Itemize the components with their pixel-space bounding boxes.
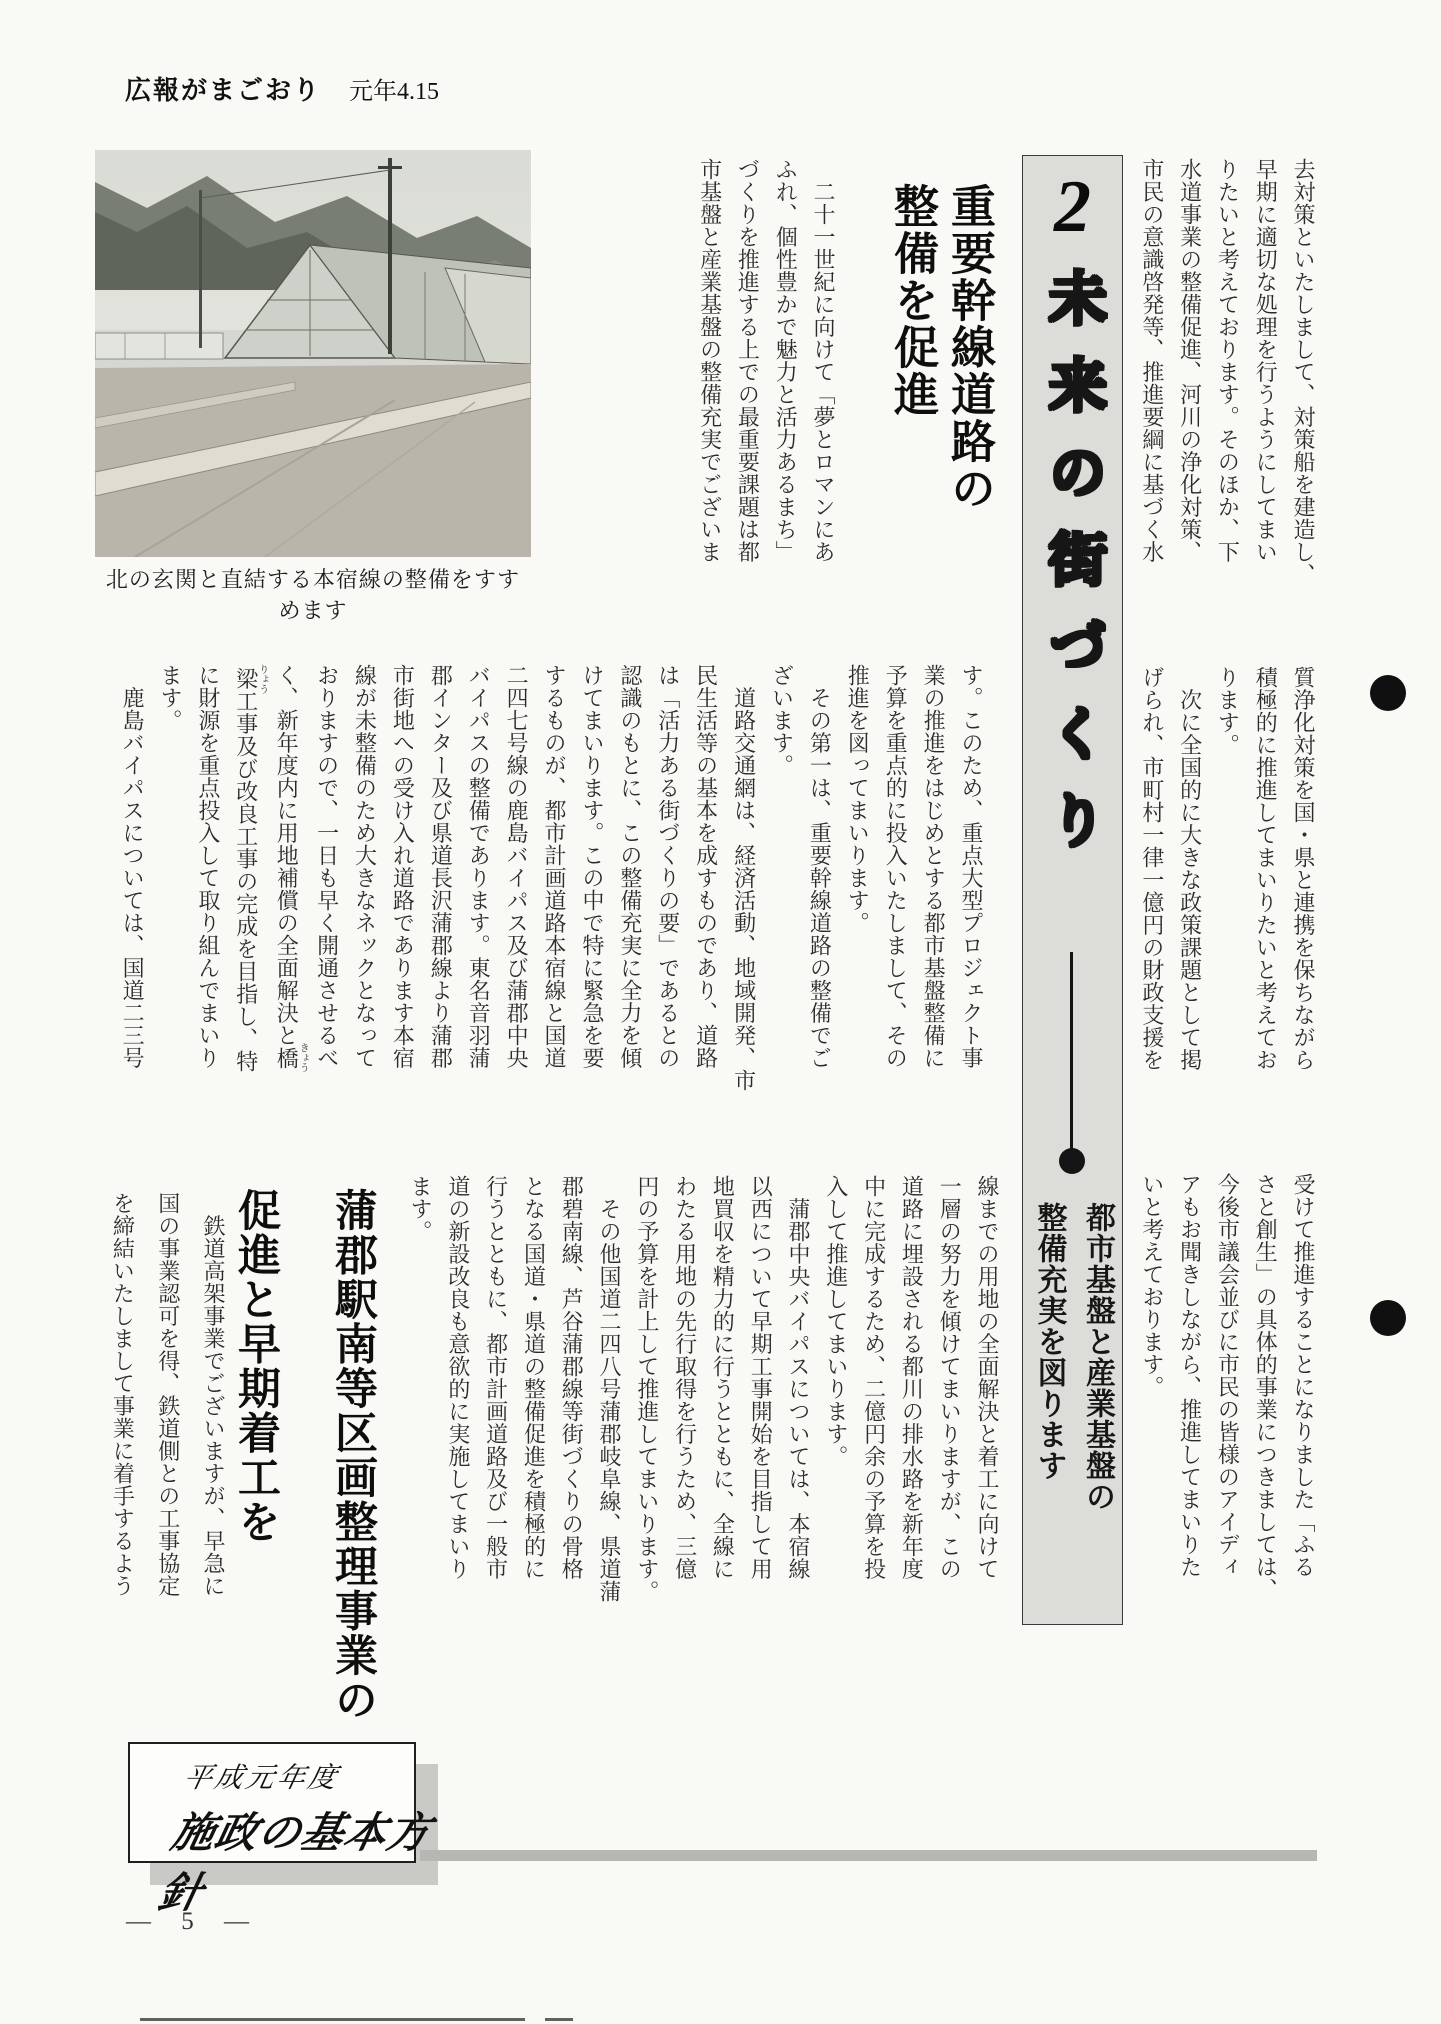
text-column: 予算を重点的に投入いたしまして、その — [883, 664, 909, 1069]
policy-title-text — [154, 1756, 449, 1920]
text-column: 民生活等の基本を成すものであり、道路 — [693, 664, 719, 1069]
text-column: ふれ、個性豊かで魅力と活力あるまち」 — [773, 158, 799, 563]
text-column: その他国道二四八号蒲郡岐阜線、県道蒲 — [597, 1175, 623, 1603]
text-column: く、新年度内に用地補償の全面解決と橋きょう — [274, 664, 309, 1073]
text-column: ます。 — [157, 664, 183, 732]
text-column: 中に完成するため、二億円余の予算を投 — [861, 1175, 887, 1580]
text-column: 認識のもとに、この整備充実に全力を傾 — [617, 664, 643, 1069]
body-top-right — [1132, 158, 1322, 623]
text-column: 整備充実を図ります — [1032, 1202, 1066, 1481]
body-middle-right — [1132, 666, 1322, 1131]
text-column: 線までの用地の全面解決と着工に向けて — [975, 1175, 1000, 1580]
policy-title-box — [128, 1742, 436, 1916]
text-column: ざいます。 — [769, 664, 795, 777]
issue-date: 元年4.15 — [349, 79, 440, 105]
headline-connector-line — [1070, 952, 1073, 1150]
text-column: 重要幹線道路の — [944, 183, 995, 512]
text-column: けてまいります。この中で特に緊急を要 — [579, 664, 605, 1069]
text-column: バイパスの整備であります。東名音羽蒲 — [466, 664, 492, 1069]
body-bottom-center — [398, 1175, 1006, 1637]
registration-dot-icon — [1370, 1300, 1406, 1336]
text-column: 国の事業認可を得、鉄道側との工事協定 — [155, 1192, 181, 1597]
publication-title: 広報がまごおり — [125, 75, 322, 105]
section-heading-main-roads — [880, 183, 998, 523]
text-column: りたいと考えております。そのほか、下 — [1215, 158, 1241, 563]
text-column: 二十一世紀に向けて「夢とロマンにあ — [811, 158, 836, 563]
text-column: いと考えております。 — [1139, 1173, 1165, 1398]
body-bottom-right — [1132, 1173, 1322, 1633]
text-column: 整備を促進 — [887, 183, 938, 418]
text-column: 梁りょう工事及び改良工事の完成を目指し、特 — [233, 664, 268, 1073]
headline-bullet-dot — [1059, 1148, 1085, 1174]
text-column: 質浄化対策を国・県と連携を保ちながら — [1291, 666, 1316, 1071]
scan-artifact-line — [545, 2018, 573, 2021]
text-column: 都市基盤と産業基盤の — [1081, 1202, 1114, 1512]
text-column: 積極的に推進してまいりたいと考えてお — [1253, 666, 1279, 1071]
text-column: を締結いたしまして事業に着手するよう — [110, 1192, 136, 1597]
text-column: ります。 — [1215, 666, 1241, 756]
headline-subtitle — [1024, 1202, 1121, 1532]
utility-pole-2 — [199, 190, 202, 348]
text-column: づくりを推進する上での最重要課題は都 — [735, 158, 761, 563]
text-column: 鉄道高架事業でございますが、早急に — [201, 1192, 226, 1597]
text-column: 郡碧南線、芦谷蒲郡線等街づくりの骨格 — [559, 1175, 585, 1580]
scan-artifact-line — [140, 2018, 525, 2021]
text-column: 次に全国的に大きな政策課題として掲 — [1177, 666, 1203, 1071]
text-column: 蒲郡駅南等区画整理事業の — [329, 1188, 377, 1722]
text-column: ます。 — [408, 1175, 434, 1243]
masthead — [125, 70, 439, 107]
policy-title-label: 施政の基本方針 — [154, 1809, 436, 1916]
headline-number: 2 — [1054, 166, 1091, 248]
text-column: 市基盤と産業基盤の整備充実でございま — [697, 158, 723, 563]
text-column: 水道事業の整備促進、河川の浄化対策、 — [1177, 158, 1203, 563]
distant-buildings — [95, 333, 223, 359]
text-column: 円の予算を計上して推進してまいります。 — [634, 1175, 660, 1603]
text-column: 二四七号線の鹿島バイパス及び蒲郡中央 — [504, 664, 530, 1069]
text-column: 郡インター及び県道長沢蒲郡線より蒲郡 — [428, 664, 454, 1069]
body-middle-band — [118, 664, 990, 1130]
text-column: その第一は、重要幹線道路の整備でご — [807, 664, 833, 1069]
text-column: おりますので、一日も早く開通させるべ — [314, 664, 340, 1069]
text-column: げられ、市町村一律一億円の財政支援を — [1139, 666, 1165, 1071]
photo-scene — [95, 150, 531, 557]
text-column: 早期に適切な処理を行うようにしてまい — [1253, 158, 1279, 563]
text-column: 今後市議会並びに市民の皆様のアイディ — [1215, 1173, 1241, 1578]
text-column: 入して推進してまいります。 — [823, 1175, 849, 1468]
text-column: 以西について早期工事開始を目指して用 — [748, 1175, 774, 1580]
text-column: 一層の努力を傾けてまいりますが、この — [937, 1175, 963, 1580]
text-column: 道路に埋設される都川の排水路を新年度 — [899, 1175, 925, 1580]
text-column: 去対策といたしまして、対策船を建造し、 — [1291, 158, 1316, 586]
text-column: に財源を重点投入して取り組んでまいり — [195, 664, 221, 1069]
text-column: 蒲郡中央バイパスについては、本宿線 — [786, 1175, 812, 1580]
text-column: 道の新設改良も意欲的に実施してまいり — [445, 1175, 471, 1580]
text-column: アもお聞きしながら、推進してまいりた — [1177, 1173, 1203, 1578]
text-column: 道路交通網は、経済活動、地域開発、市 — [731, 664, 757, 1092]
text-column: 業の推進をはじめとする都市基盤整備に — [921, 664, 947, 1069]
gray-rule-bar — [420, 1850, 1317, 1861]
text-column: 線が未整備のため大きなネックとなって — [352, 664, 378, 1069]
registration-dot-icon — [1370, 675, 1406, 711]
body-top-center — [690, 158, 842, 626]
photo-caption: 北の玄関と直結する本宿線の整備をすすめます — [105, 567, 521, 623]
text-column: 鹿島バイパスについては、国道二三号 — [120, 664, 146, 1069]
text-column: となる国道・県道の整備促進を積極的に — [521, 1175, 547, 1580]
fiscal-year-label: 平成元年度 — [180, 1762, 343, 1793]
text-column: 市街地への受け入れ道路であります本宿 — [390, 664, 416, 1069]
text-column: さと創生」の具体的事業につきましては、 — [1253, 1173, 1279, 1601]
text-column: わたる用地の先行取得を行うため、三億 — [672, 1175, 698, 1580]
text-column: 地買収を精力的に行うとともに、全線に — [710, 1175, 736, 1580]
text-column: 推進を図ってまいります。 — [845, 664, 871, 934]
page-number: ― 5 ― — [126, 1908, 261, 1935]
body-bottom-left — [100, 1192, 236, 1642]
headline-title: 未来の街づくり — [1040, 268, 1105, 877]
text-column: 受けて推進することになりました「ふる — [1291, 1173, 1316, 1578]
text-column: 行うとともに、都市計画道路及び一般市 — [483, 1175, 509, 1580]
text-column: は「活力ある街づくりの要」であるとの — [655, 664, 681, 1069]
text-column: するものが、都市計画道路本宿線と国道 — [542, 664, 568, 1069]
utility-pole — [388, 158, 392, 354]
text-column: す。このため、重点大型プロジェクト事 — [959, 664, 984, 1069]
road-photo — [95, 150, 531, 557]
text-column: 促進と早期着工を — [232, 1188, 280, 1544]
text-column: 市民の意識啓発等、推進要綱に基づく水 — [1139, 158, 1165, 563]
